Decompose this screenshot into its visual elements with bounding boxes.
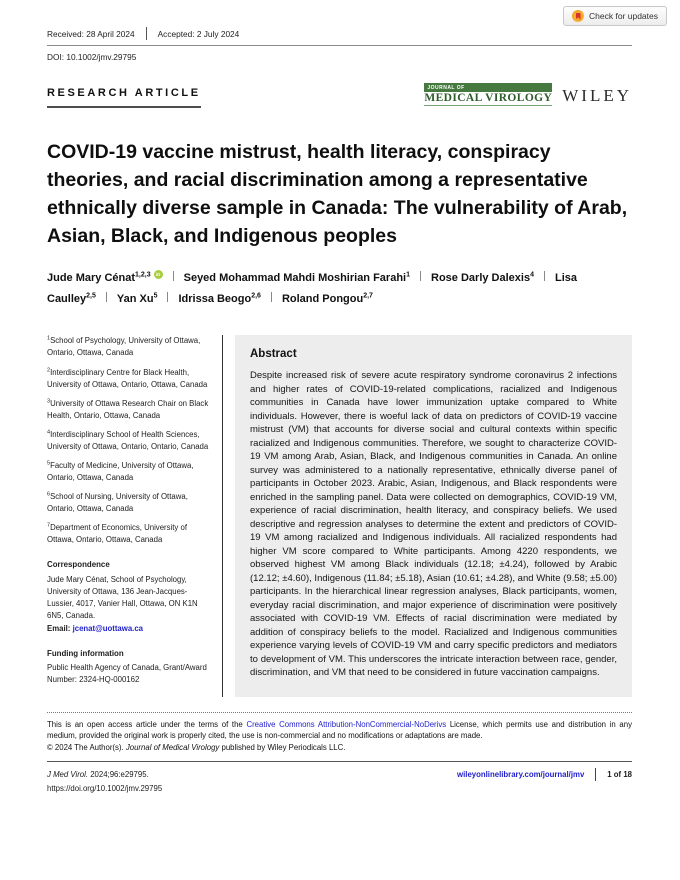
author-name: Yan Xu <box>116 292 154 305</box>
author-name: Lisa Caulley <box>47 271 577 305</box>
author-name: Rose Darly Dalexis <box>431 271 531 284</box>
journal-logo <box>424 83 552 106</box>
author-separator <box>544 271 545 281</box>
header-rule <box>47 45 632 46</box>
affiliations-list <box>47 335 211 546</box>
footer-rule <box>47 761 632 762</box>
affiliation-sup: 5 <box>47 460 51 467</box>
citation-rest: 2024;96:e29795. <box>88 770 149 780</box>
footer-divider <box>595 768 596 781</box>
doi-url: https://doi.org/10.1002/jmv.29795 <box>47 784 163 794</box>
author <box>117 293 158 305</box>
author-separator <box>167 292 168 302</box>
author <box>184 272 410 284</box>
copyright-post: published by Wiley Periodicals LLC. <box>219 743 346 753</box>
author <box>47 272 163 284</box>
affiliation: $^7$Department of Economics, University of Ottawa, Ontario, Ottawa, Canada <box>47 522 187 545</box>
doi-text: DOI: 10.1002/jmv.29795 <box>47 52 137 62</box>
license-text-post: License, which permits use and distribution in any medium, provided the original work is properly cited, the use is non-commercial and no modifications or adaptations are made. <box>47 719 632 740</box>
column-divider <box>222 335 223 696</box>
article-type-label: RESEARCH ARTICLE <box>47 87 201 108</box>
affiliation-sup: 7 <box>47 522 51 529</box>
copyright-journal-name: Journal of Medical Virology <box>125 743 220 753</box>
affiliation-sup: 3 <box>47 398 51 405</box>
article-title: COVID-19 vaccine mistrust, health literacy, conspiracy theories, and racial discrimination among a representative ethnically diverse sample in Canada: The vulnerability of Arab, Asian, Black, and Indigenous peoples <box>47 141 628 247</box>
copyright-pre: © 2024 The Author(s). <box>47 743 126 753</box>
page-number: 1 of 18 <box>607 770 632 780</box>
author-separator <box>173 271 174 281</box>
citation-journal: J Med Virol. <box>47 770 89 780</box>
affiliation-sup: 6 <box>47 491 51 498</box>
author <box>431 272 534 284</box>
received-accepted-row <box>47 0 632 40</box>
affiliation: $^4$Interdisciplinary School of Health Sciences, University of Ottawa, Ontario, Ontario, Canada <box>47 429 209 451</box>
author-name: Seyed Mohammad Mahdi Moshirian Farahi <box>183 271 407 284</box>
author-list <box>47 268 607 311</box>
received-date: Received: 28 April 2024 <box>47 28 135 39</box>
author-affiliation-sup: 2,6 <box>251 292 261 300</box>
journal-url-link[interactable]: wileyonlinelibrary.com/journal/jmv <box>457 770 585 780</box>
correspondence-text: Jude Mary Cénat, School of Psychology, University of Ottawa, 136 Jean-Jacques-Lussier, 4017, Vanier Hall, Ottawa, ON K1N 6N5, Canada. <box>47 574 198 620</box>
author-separator <box>420 271 421 281</box>
email-link[interactable]: jcenat@uottawa.ca <box>72 624 144 634</box>
author-separator <box>271 292 272 302</box>
author-name: Idrissa Beogo <box>178 292 252 305</box>
correspondence-heading: Correspondence <box>47 560 110 570</box>
affiliation: $^2$Interdisciplinary Centre for Black Health, University of Ottawa, Ontario, Ottawa, Canada <box>47 366 208 389</box>
check-for-updates-label: Check for updates <box>589 11 658 21</box>
author-affiliation-sup: 1 <box>406 270 411 278</box>
open-access-statement <box>47 719 632 742</box>
author <box>282 293 373 305</box>
license-link[interactable]: Creative Commons Attribution-NonCommercial-NoDerivs <box>246 719 447 729</box>
author-separator <box>106 292 107 302</box>
affiliation: $^3$University of Ottawa Research Chair on Black Health, Ontario, Ottawa, Canada <box>47 398 209 420</box>
affiliation-sup: 2 <box>47 366 51 373</box>
author-affiliation-sup: 4 <box>530 270 534 278</box>
date-divider <box>146 27 147 40</box>
author-name: Jude Mary Cénat <box>47 271 136 284</box>
correspondence-section <box>47 559 211 635</box>
funding-section <box>47 648 211 686</box>
abstract-section <box>235 335 632 696</box>
author-affiliation-sup: 5 <box>153 292 158 300</box>
article-info-column <box>47 335 211 696</box>
affiliation: $^5$Faculty of Medicine, University of Ottawa, Ontario, Ottawa, Canada <box>47 460 194 483</box>
abstract-text: Despite increased risk of severe acute respiratory syndrome coronavirus 2 infections and higher rates of COVID-19-related complications, racialized and Indigenous communities in Canada have lower immunization uptake compared to White individuals. However, there is woeful lack of data on predictors of COVID-19 vaccine mistrust (VM) that accounts for diverse social and cultural contexts within specific racialized and Indigenous communities. Therefore, we sought to characterize COVID-19 VM among Arab, Asian, Black, and Indigenous communities in Canada. An online survey was administered to a nationally representative, ethnically diverse panel of participants in October 2023. Arabic, Asian, Indigenous, and Black respondents were enriched in the sampling panel. Data were collected on demographics, COVID-19 VM, experience of racial discrimination, health literacy, and conspiracy beliefs. We used descriptive and regression analyses to determine the extent and predictors of COVID-19 VM among racialized and Indigenous individuals. All racialized respondents had higher VM score compared to White participants. Among 4220 respondents, we observed highest VM among Black individuals (12.18; ±4.24), followed by Arabic (12.12; ±4.60), Indigenous (11.84; ±5.18), Asian (10.61; ±4.28), and White (9.58; ±5.00) participants. In the hierarchical linear regression analyses, Black participants, women, everyday racial discrimination, and major experience of discrimination were positively associated with COVID-19 VM. Effects of racial discrimination were mediated by addition of conspiracy beliefs to the model. Racialized and Indigenous communities experience varying levels of COVID-19 VM and carry specific predictors and mediators to development of VM. This underscores the intricate interaction between race, gender, discrimination, and VM that need to be considered in future vaccination campaigns. <box>250 370 617 679</box>
check-for-updates-button[interactable] <box>563 6 667 26</box>
author-affiliation-sup: 2,7 <box>363 292 373 300</box>
funding-heading: Funding information <box>47 649 124 659</box>
orcid-icon[interactable]: iD <box>154 270 163 279</box>
author-affiliation-sup: 2,5 <box>86 292 96 300</box>
wiley-logo: WILEY <box>562 86 632 105</box>
affiliation-sup: 4 <box>47 429 51 436</box>
affiliation: $^6$School of Nursing, University of Ottawa, Ontario, Ottawa, Canada <box>47 491 188 514</box>
journal-logo-topbar: JOURNAL OF <box>424 83 552 92</box>
author-affiliation-sup: 1,2,3 <box>135 270 151 278</box>
citation-line <box>47 768 162 782</box>
affiliation-sup: 1 <box>47 335 51 342</box>
affiliation: $^1$School of Psychology, University of Ottawa, Ontario, Ottawa, Canada <box>47 335 201 358</box>
author-name: Roland Pongou <box>281 292 364 305</box>
license-divider <box>47 712 632 713</box>
check-for-updates-icon <box>572 10 584 22</box>
abstract-heading: Abstract <box>250 348 297 361</box>
license-text-pre: This is an open access article under the terms of the <box>47 719 247 729</box>
footer <box>47 768 632 795</box>
journal-logo-name: MEDICAL VIROLOGY <box>424 92 553 104</box>
email-label: Email: <box>47 624 73 634</box>
funding-text: Public Health Agency of Canada, Grant/Award Number: 2324-HQ-000162 <box>47 663 207 685</box>
accepted-date: Accepted: 2 July 2024 <box>157 28 240 39</box>
copyright-statement <box>47 742 632 753</box>
author <box>178 293 260 305</box>
